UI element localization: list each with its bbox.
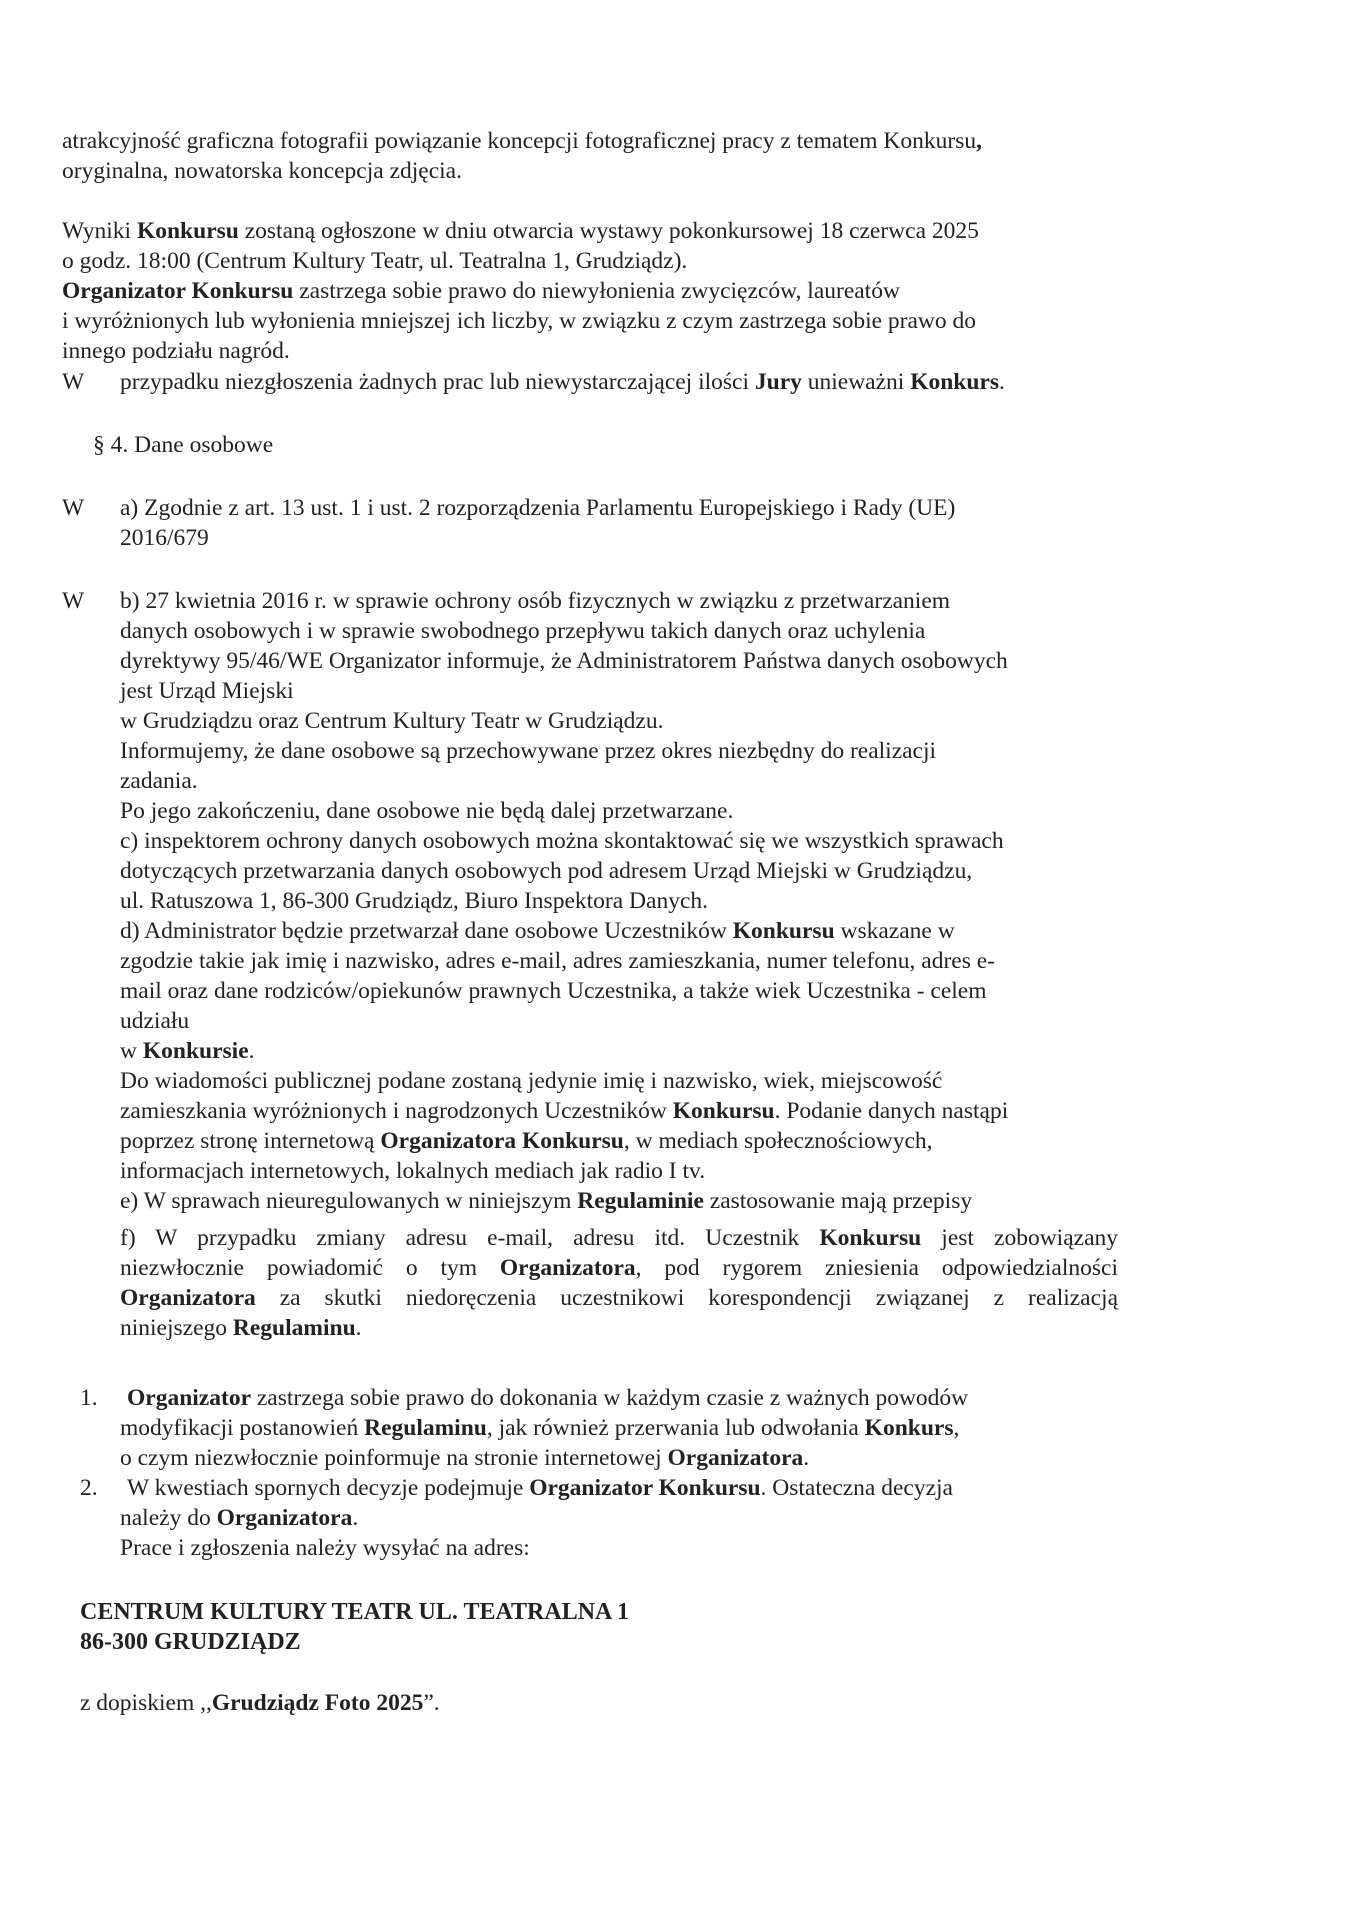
item-b-line: zadania. [120,768,198,794]
item-b-line: ul. Ratuszowa 1, 86-300 Grudziądz, Biuro Inspektora Danych. [120,888,709,914]
item-b-line: b) 27 kwietnia 2016 r. w sprawie ochrony osób fizycznych w związku z przetwarzaniem [120,588,951,614]
item-a-line: 2016/679 [120,525,209,551]
item-b-line: Po jego zakończeniu, dane osobowe nie będą dalej przetwarzane. [120,798,734,824]
numbered-item-line: modyfikacji postanowień Regulaminu, jak również przerwania lub odwołania Konkurs, [120,1415,960,1441]
item-b-line: jest Urząd Miejski [120,678,294,704]
address-line: CENTRUM KULTURY TEATR UL. TEATRALNA 1 [80,1599,630,1625]
section-heading: § 4. Dane osobowe [93,432,274,458]
item-f-line: f) W przypadku zmiany adresu e-mail, adresu itd. Uczestnik Konkursu jest zobowiązany [120,1225,1118,1251]
results-line: Organizator Konkursu zastrzega sobie prawo do niewyłonienia zwycięzców, laureatów [62,278,900,304]
item-b-line: poprzez stronę internetową Organizatora Konkursu, w mediach społecznościowych, [120,1128,933,1154]
item-b-line: c) inspektorem ochrony danych osobowych można skontaktować się we wszystkich sprawach [120,828,1004,854]
item-a-line: a) Zgodnie z art. 13 ust. 1 i ust. 2 rozporządzenia Parlamentu Europejskiego i Rady (UE) [120,495,956,521]
numbered-item-line: W kwestiach spornych decyzje podejmuje Organizator Konkursu. Ostateczna decyzja [127,1475,953,1501]
item-b-line: w Grudziądzu oraz Centrum Kultury Teatr w Grudziądzu. [120,708,664,734]
list-number: 1. [80,1385,98,1411]
numbered-item-line: Organizator zastrzega sobie prawo do dokonania w każdym czasie z ważnych powodów [127,1385,969,1411]
numbered-item-line: Prace i zgłoszenia należy wysyłać na adres: [120,1535,530,1561]
results-line: Wyniki Konkursu zostaną ogłoszone w dniu otwarcia wystawy pokonkursowej 18 czerwca 2025 [62,218,979,244]
item-b-line: udziału [120,1008,190,1034]
item-f-line: niezwłocznie powiadomić o tym Organizatora, pod rygorem zniesienia odpowiedzialności [120,1255,1118,1281]
numbered-item-line: o czym niezwłocznie poinformuje na stronie internetowej Organizatora. [120,1445,810,1471]
results-line: o godz. 18:00 (Centrum Kultury Teatr, ul. Teatralna 1, Grudziądz). [62,248,688,274]
list-marker: W [62,369,85,395]
item-b-line: zgodzie takie jak imię i nazwisko, adres e-mail, adres zamieszkania, numer telefonu, adres e- [120,948,995,974]
item-f-line: niniejszego Regulaminu. [120,1315,362,1341]
jury-line: przypadku niezgłoszenia żadnych prac lub niewystarczającej ilości Jury unieważni Konkurs. [120,369,1005,395]
item-f-line: Organizatora za skutki niedoręczenia uczestnikowi korespondencji związanej z realizacją [120,1285,1118,1311]
item-b-line: zamieszkania wyróżnionych i nagrodzonych Uczestników Konkursu. Podanie danych nastąpi [120,1098,1009,1124]
item-b-line: informacjach internetowych, lokalnych mediach jak radio I tv. [120,1158,706,1184]
criteria-line: oryginalna, nowatorska koncepcja zdjęcia. [62,158,462,184]
item-b-line: danych osobowych i w sprawie swobodnego przepływu takich danych oraz uchylenia [120,618,926,644]
item-b-line: Informujemy, że dane osobowe są przechowywane przez okres niezbędny do realizacji [120,738,937,764]
list-marker: W [62,495,85,521]
item-b-line: d) Administrator będzie przetwarzał dane osobowe Uczestników Konkursu wskazane w [120,918,955,944]
item-b-line: w Konkursie. [120,1038,255,1064]
item-b-line: Do wiadomości publicznej podane zostaną jedynie imię i nazwisko, wiek, miejscowość [120,1068,943,1094]
results-line: i wyróżnionych lub wyłonienia mniejszej ich liczby, w związku z czym zastrzega sobie prawo do [62,308,977,334]
item-b-line: mail oraz dane rodziców/opiekunów prawnych Uczestnika, a także wiek Uczestnika - celem [120,978,987,1004]
numbered-item-line: należy do Organizatora. [120,1505,359,1531]
footer-note: z dopiskiem ,,Grudziądz Foto 2025”. [80,1690,440,1716]
list-marker: W [62,588,85,614]
item-b-line: dotyczących przetwarzania danych osobowych pod adresem Urząd Miejski w Grudziądzu, [120,858,973,884]
results-line: innego podziału nagród. [62,338,290,364]
criteria-line: atrakcyjność graficzna fotografii powiązanie koncepcji fotograficznej pracy z tematem Konkursu, [62,128,982,154]
address-line: 86-300 GRUDZIĄDZ [80,1629,301,1655]
list-number: 2. [80,1475,98,1501]
item-b-line: e) W sprawach nieuregulowanych w niniejszym Regulaminie zastosowanie mają przepisy [120,1188,973,1214]
item-b-line: dyrektywy 95/46/WE Organizator informuje, że Administratorem Państwa danych osobowych [120,648,1008,674]
